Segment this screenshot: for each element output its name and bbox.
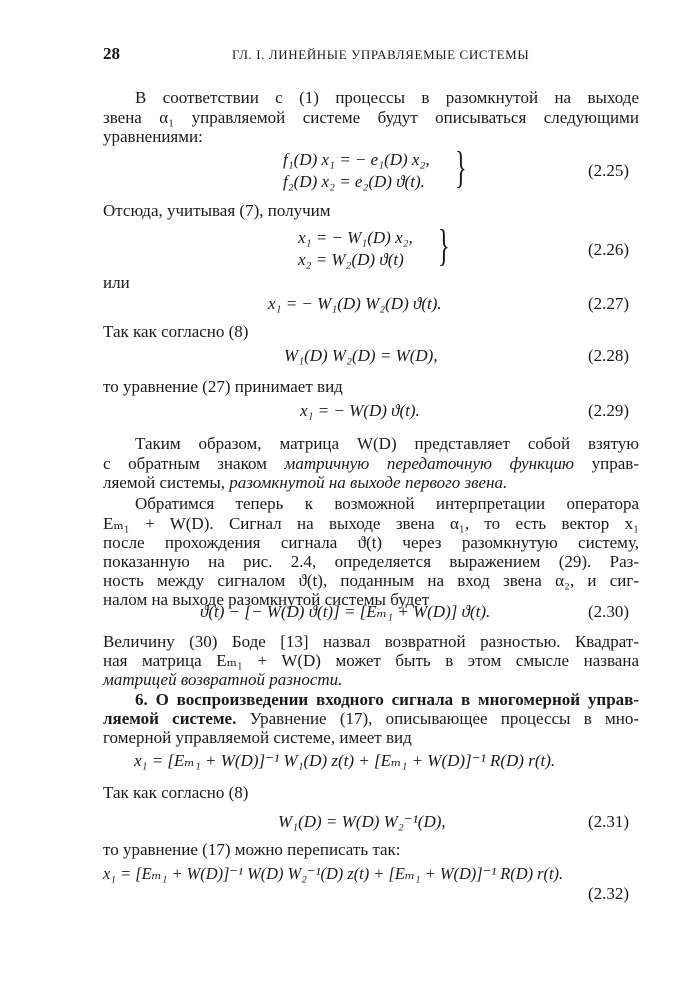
text-line: В соответствии с (1) процессы в разомкнутой на выходе <box>135 88 639 107</box>
equation-number: (2.30) <box>588 602 630 621</box>
text-line: показанную на рис. 2.4, определяется выражением (29). Раз- <box>103 552 639 571</box>
text-line: Eₘ₁ + W(D). Сигнал на выходе звена α₁, то есть вектор x₁ <box>103 514 639 533</box>
equation-number: (2.29) <box>588 401 630 420</box>
text-line: ность между сигналом ϑ(t), поданным на вход звена α₂, и сиг- <box>103 571 639 590</box>
text-line: налом на выходе разомкнутой системы будет <box>103 590 430 609</box>
text-line: Отсюда, учитывая (7), получим <box>103 201 331 220</box>
equation-number: (2.27) <box>588 294 630 313</box>
text-line: звена α₁ управляемой системе будут описываться следующими <box>103 108 639 127</box>
equation-line: x₁ = − W₁(D) x₂, <box>298 228 413 247</box>
text-line: Величину (30) Боде [13] назвал возвратной разностью. Квадрат- <box>103 632 639 651</box>
text-line: ная матрица Eₘ₁ + W(D) может быть в этом смысле названа <box>103 651 639 670</box>
equation-number: (2.26) <box>588 240 630 259</box>
right-brace: } <box>455 143 467 192</box>
text-line: то уравнение (17) можно переписать так: <box>103 840 401 859</box>
equation-number: (2.32) <box>588 884 630 903</box>
equation-line: f₁(D) x₁ = − e₁(D) x₂, <box>283 150 430 169</box>
page-number: 28 <box>103 44 120 63</box>
equation-number: (2.28) <box>588 346 630 365</box>
running-title: ГЛ. I. ЛИНЕЙНЫЕ УПРАВЛЯЕМЫЕ СИСТЕМЫ <box>232 47 530 62</box>
text-line: с обратным знаком матричную передаточную функцию управ- <box>103 454 639 473</box>
section-title: 6. О воспроизведении входного сигнала в многомерной управ- <box>135 690 639 709</box>
text-line: Таким образом, матрица W(D) представляет собой взятую <box>135 434 639 453</box>
equation-number: (2.25) <box>588 161 630 180</box>
text-line: или <box>103 273 130 292</box>
equation: x₁ = − W(D) ϑ(t). <box>300 401 420 420</box>
equation: ϑ(t) − [− W(D) ϑ(t)] = [Eₘ₁ + W(D)] ϑ(t). <box>200 602 491 621</box>
text-line: гомерной управляемой системе, имеет вид <box>103 728 412 747</box>
text-line: ляемой системе. Уравнение (17), описывающее процессы в мно- <box>103 709 639 728</box>
equation-number: (2.31) <box>588 812 630 831</box>
equation: W₁(D) = W(D) W₂⁻¹(D), <box>278 812 446 831</box>
equation: W₁(D) W₂(D) = W(D), <box>284 346 438 365</box>
text-line: матрицей возвратной разности. <box>103 670 343 689</box>
equation: x₁ = [Eₘ₁ + W(D)]⁻¹ W(D) W₂⁻¹(D) z(t) + [Eₘ₁ + W(D)]⁻¹ R(D) r(t). <box>103 864 564 883</box>
text-line: Так как согласно (8) <box>103 322 249 341</box>
equation-line: x₂ = W₂(D) ϑ(t) <box>298 250 404 269</box>
equation-line: f₂(D) x₂ = e₂(D) ϑ(t). <box>283 172 425 191</box>
text-line: уравнениями: <box>103 127 203 146</box>
text-line: ляемой системы, разомкнутой на выходе первого звена. <box>103 473 508 492</box>
text-line: Обратимся теперь к возможной интерпретации оператора <box>135 494 639 513</box>
text-line: после прохождения сигнала ϑ(t) через разомкнутую систему, <box>103 533 639 552</box>
equation: x₁ = [Eₘ₁ + W(D)]⁻¹ W₁(D) z(t) + [Eₘ₁ + W(D)]⁻¹ R(D) r(t). <box>134 751 556 770</box>
text-line: Так как согласно (8) <box>103 783 249 802</box>
right-brace: } <box>438 221 450 270</box>
text-line: то уравнение (27) принимает вид <box>103 377 343 396</box>
equation: x₁ = − W₁(D) W₂(D) ϑ(t). <box>268 294 442 313</box>
